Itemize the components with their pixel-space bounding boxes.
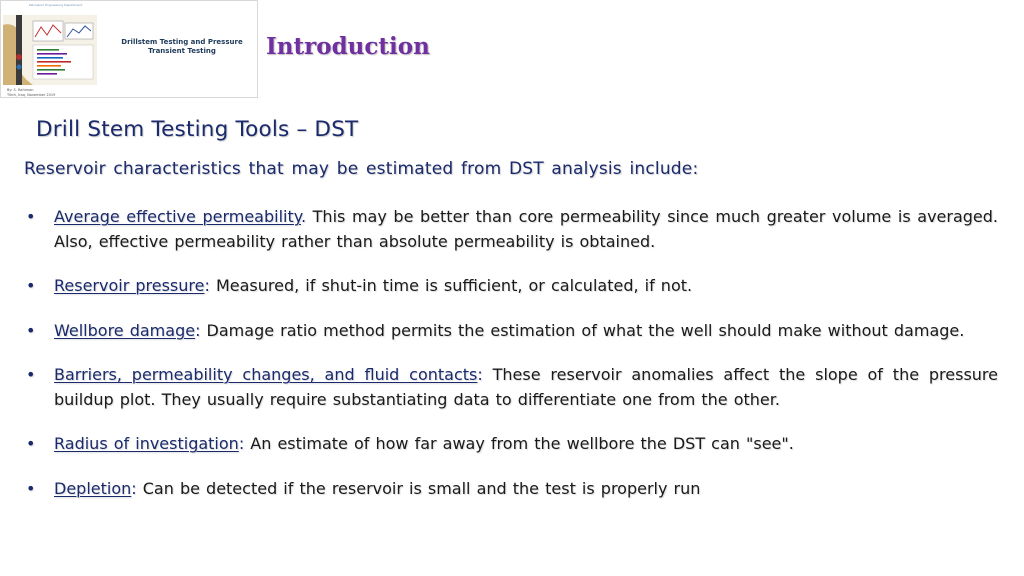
bullet-marker: • <box>26 320 36 340</box>
bullet-wellbore-damage <box>24 319 998 344</box>
bullet-separator: : <box>477 365 483 384</box>
bullet-marker: • <box>26 207 36 226</box>
slide-title: Introduction <box>266 33 430 60</box>
thumbnail-author-line: By: S. Rahiman <box>7 88 34 92</box>
characteristics-list <box>24 205 998 521</box>
bullet-marker: • <box>26 365 36 384</box>
bullet-text: Damage ratio method permits the estimation of what the well should make without damage. <box>200 320 965 340</box>
bullet-text: These reservoir anomalies affect the slope of the pressure buildup plot. They usually require substantiating data to differentiate one from the other. <box>54 365 999 409</box>
bullet-separator: : <box>195 320 201 340</box>
bullet-term: Depletion <box>54 478 132 498</box>
bullet-term: Radius of investigation <box>54 434 239 453</box>
bullet-depletion <box>24 477 998 502</box>
bullet-term: Reservoir pressure <box>54 276 205 295</box>
bullet-average-effective-permeability <box>24 205 998 254</box>
bullet-radius-of-investigation <box>24 432 998 457</box>
drillstem-diagram-graphic <box>3 15 97 85</box>
thumbnail-title: Drillstem Testing and Pressure Transient Testing <box>121 38 243 55</box>
lead-sentence: Reservoir characteristics that may be estimated from DST analysis include: <box>24 159 699 179</box>
bullet-text: Can be detected if the reservoir is small and the test is properly run <box>136 478 701 498</box>
section-subtitle: Drill Stem Testing Tools – DST <box>36 117 359 142</box>
bullet-barriers-and-fluid-contacts <box>24 363 998 412</box>
bullet-marker: • <box>26 434 36 453</box>
bullet-separator: : <box>204 276 210 295</box>
bullet-separator: : <box>238 434 245 453</box>
thumbnail-top-note: Petroleum Engineering Department <box>29 3 83 7</box>
bullet-separator: . <box>300 207 307 226</box>
thumbnail-date-line: Tikrit, Iraq, November 2019 <box>7 92 56 97</box>
thumbnail-author <box>7 88 147 97</box>
bullet-term: Barriers, permeability changes, and fluid contacts <box>54 365 478 384</box>
title-slide-thumbnail <box>0 0 258 98</box>
bullet-text: This may be better than core permeability since much greater volume is averaged. Also, effective permeability rather than absolute permeability is obtained. <box>54 207 999 251</box>
bullet-separator: : <box>131 478 137 498</box>
bullet-marker: • <box>26 276 36 295</box>
bullet-reservoir-pressure <box>24 274 998 299</box>
bullet-text: Measured, if shut-in time is sufficient, or calculated, if not. <box>209 276 693 295</box>
bullet-marker: • <box>26 478 36 498</box>
bullet-term: Wellbore damage <box>54 320 196 340</box>
bullet-term: Average effective permeability <box>54 207 301 226</box>
bullet-text: An estimate of how far away from the wellbore the DST can "see". <box>244 434 794 453</box>
